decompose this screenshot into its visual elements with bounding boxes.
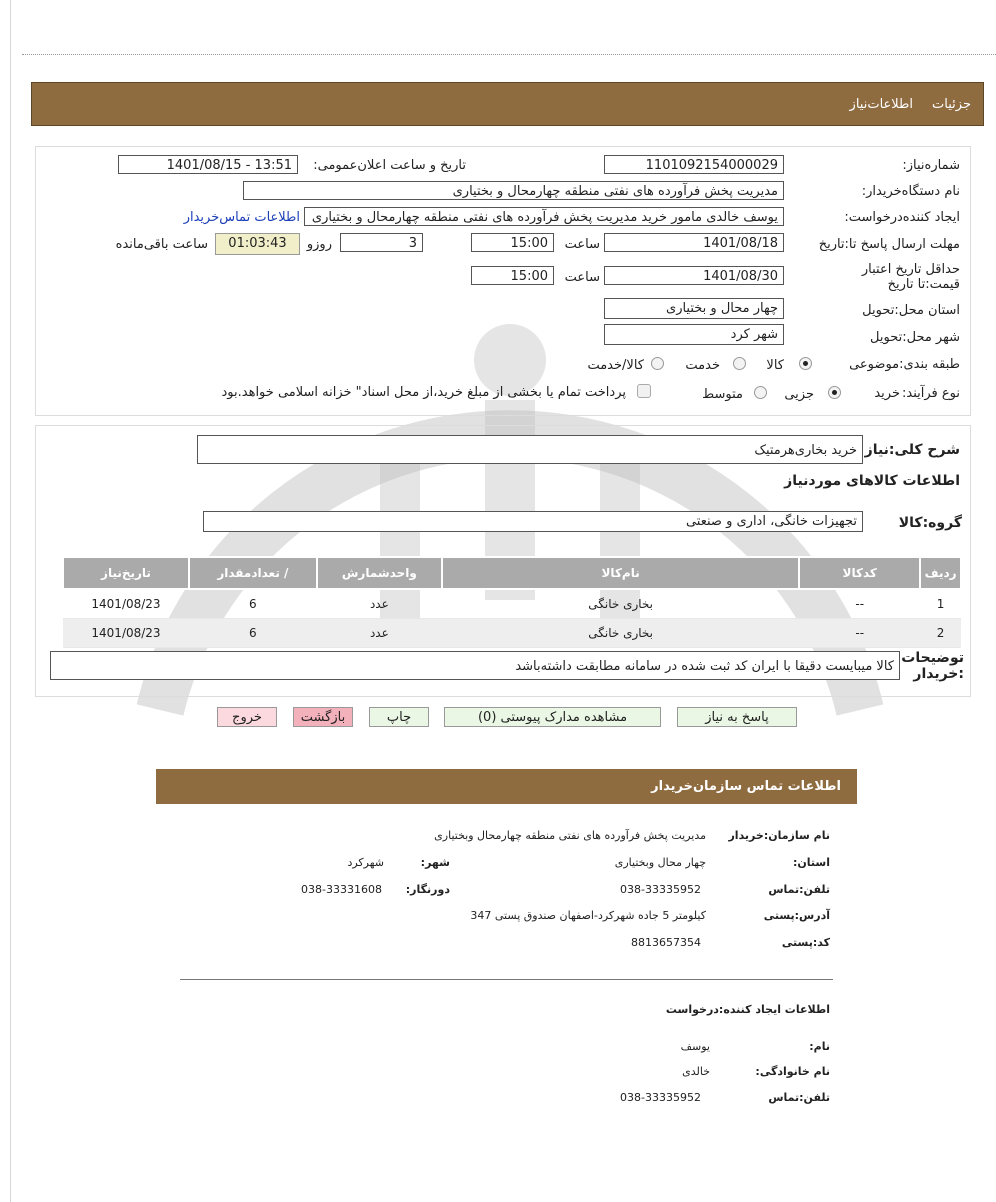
contact-header-title: اطلاعات تماس سازمان‌خریدار [651, 779, 841, 794]
buyer-org-field: مدیریت پخش فرآورده های نفتی منطقه چهارمحال و بختیاری [243, 181, 784, 200]
goods-info-heading: اطلاعات کالاهای موردنیاز [784, 473, 960, 489]
category-service-label: خدمت [685, 358, 720, 373]
contact-org-label: نام سازمان:خریدار [728, 829, 830, 842]
contact-fax-label: دورنگار: [405, 883, 450, 896]
creator-family-label: نام خانوادگی: [755, 1065, 830, 1078]
city-label: شهر محل:تحویل [870, 330, 960, 345]
deadline-time-label: ساعت [564, 237, 600, 252]
cell-date: 1401/08/23 [63, 619, 189, 648]
exit-button[interactable]: خروج [217, 707, 277, 727]
page-header-bar [31, 82, 984, 126]
need-number-field: 1101092154000029 [604, 155, 784, 174]
contact-province-value: چهار محال وبختیاری [614, 856, 706, 869]
deadline-date-field: 1401/08/18 [604, 233, 784, 252]
days-label: روزو [306, 237, 332, 252]
contact-postal-label: کد:پستی [781, 936, 830, 949]
validity-date-field: 1401/08/30 [604, 266, 784, 285]
col-name: نام‌کالا [442, 557, 799, 589]
creator-phone-label: تلفن:تماس [768, 1091, 830, 1104]
col-unit: واحدشمارش [317, 557, 442, 589]
contact-address-value: کیلومتر 5 جاده شهرکرد-اصفهان صندوق پستی 347 [470, 909, 706, 922]
goods-group-label: گروه:کالا [898, 515, 962, 531]
creator-label: ایجاد کننده‌درخواست: [844, 210, 960, 225]
cell-name: بخاری خانگی [442, 589, 799, 619]
attachments-button[interactable]: مشاهده مدارک پیوستی (0) [444, 707, 661, 727]
contact-address-label: آدرس:پستی [763, 909, 830, 922]
reply-button[interactable]: پاسخ به نیاز [677, 707, 797, 727]
buyer-org-label: نام دستگاه‌خریدار: [861, 184, 960, 199]
buyer-notes-label: توضیحات :خریدار [901, 650, 964, 682]
contact-city-label: شهر: [420, 856, 450, 869]
contact-header-bar [156, 769, 857, 804]
payment-text: پرداخت تمام یا بخشی از مبلغ خرید،از محل اسناد" خزانه اسلامی خواهد.بود [221, 385, 626, 400]
cell-qty: 6 [189, 619, 317, 648]
creator-name-value: یوسف [680, 1040, 710, 1053]
header-details-tab[interactable]: جزئیات [932, 97, 971, 112]
goods-table [62, 556, 962, 648]
summary-desc-field: خرید بخاری‌هرمتیک [197, 435, 863, 464]
deadline-time-field: 15:00 [471, 233, 554, 252]
category-radio-goods-service[interactable] [651, 357, 664, 370]
category-label: طبقه بندی:موضوعی [849, 357, 960, 372]
need-number-label: شماره‌نیاز: [902, 158, 960, 173]
category-goods-label: کالا [766, 358, 784, 373]
buyer-notes-field: کالا میبایست دقیقا با ایران کد ثبت شده در سامانه مطابقت داشته‌باشد [50, 651, 900, 680]
remaining-label: ساعت باقی‌مانده [115, 237, 208, 252]
contact-phone-value: 038-33335952 [620, 883, 701, 896]
col-date: تاریخ‌نیاز [63, 557, 189, 589]
table-row [63, 619, 961, 648]
cell-date: 1401/08/23 [63, 589, 189, 619]
contact-phone-label: تلفن:تماس [768, 883, 830, 896]
creator-name-label: نام: [809, 1040, 830, 1053]
cell-qty: 6 [189, 589, 317, 619]
announce-label: تاریخ و ساعت اعلان‌عمومی: [313, 158, 466, 173]
validity-time-field: 15:00 [471, 266, 554, 285]
contact-province-label: استان: [793, 856, 830, 869]
cell-row: 2 [920, 619, 961, 648]
cell-row: 1 [920, 589, 961, 619]
deadline-label: مهلت ارسال پاسخ تا:تاریخ [818, 237, 960, 252]
col-row: ردیف [920, 557, 961, 589]
top-dotted-divider [22, 54, 996, 55]
announce-field: 1401/08/15 - 13:51 [118, 155, 298, 174]
city-field: شهر کرد [604, 324, 784, 345]
contact-fax-value: 038-33331608 [301, 883, 382, 896]
left-border-line [10, 0, 11, 1202]
header-info-tab[interactable]: اطلاعات‌نیاز [849, 97, 913, 112]
cell-name: بخاری خانگی [442, 619, 799, 648]
contact-postal-value: 8813657354 [631, 936, 701, 949]
process-label: نوع فرآیند: [902, 386, 960, 401]
contact-city-value: شهرکرد [347, 856, 384, 869]
province-field: چهار محال و بختیاری [604, 298, 784, 319]
category-radio-service[interactable] [733, 357, 746, 370]
contact-org-value: مدیریت پخش فرآورده های نفتی منطقه چهارمحال وبختیاری [434, 829, 706, 842]
col-code: کدکالا [799, 557, 920, 589]
process-radio-medium[interactable] [754, 386, 767, 399]
contact-divider [180, 979, 833, 980]
col-qty: / تعدادمقدار [189, 557, 317, 589]
days-field: 3 [340, 233, 423, 252]
process-buy-label: خرید [874, 386, 900, 401]
goods-table-header [63, 557, 961, 589]
process-radio-minor[interactable] [828, 386, 841, 399]
goods-group-field: تجهیزات خانگی، اداری و صنعتی [203, 511, 863, 532]
cell-code: -- [799, 619, 920, 648]
category-goods-service-label: کالا/خدمت [587, 358, 644, 373]
creator-phone-value: 038-33335952 [620, 1091, 701, 1104]
buyer-contact-link[interactable]: اطلاعات تماس‌خریدار [183, 210, 300, 225]
category-radio-goods[interactable] [799, 357, 812, 370]
cell-unit: عدد [317, 589, 442, 619]
cell-code: -- [799, 589, 920, 619]
process-minor-label: جزیی [784, 387, 814, 402]
payment-checkbox[interactable] [637, 384, 651, 398]
validity-time-label: ساعت [564, 270, 600, 285]
cell-unit: عدد [317, 619, 442, 648]
back-button[interactable]: بازگشت [293, 707, 353, 727]
province-label: استان محل:تحویل [862, 303, 960, 318]
process-medium-label: متوسط [702, 387, 743, 402]
creator-family-value: خالدی [682, 1065, 710, 1078]
summary-desc-label: شرح کلی:نیاز [864, 442, 960, 458]
validity-label: حداقل تاریخ اعتبار قیمت:تا تاریخ [861, 262, 960, 292]
remaining-time-box: 01:03:43 [215, 233, 300, 255]
table-row [63, 589, 961, 619]
print-button[interactable]: چاپ [369, 707, 429, 727]
creator-field: یوسف خالدی مامور خرید مدیریت پخش فرآورده های نفتی منطقه چهارمحال و بختیاری [304, 207, 784, 226]
creator-info-title: اطلاعات ایجاد کننده:درخواست [665, 1003, 830, 1016]
